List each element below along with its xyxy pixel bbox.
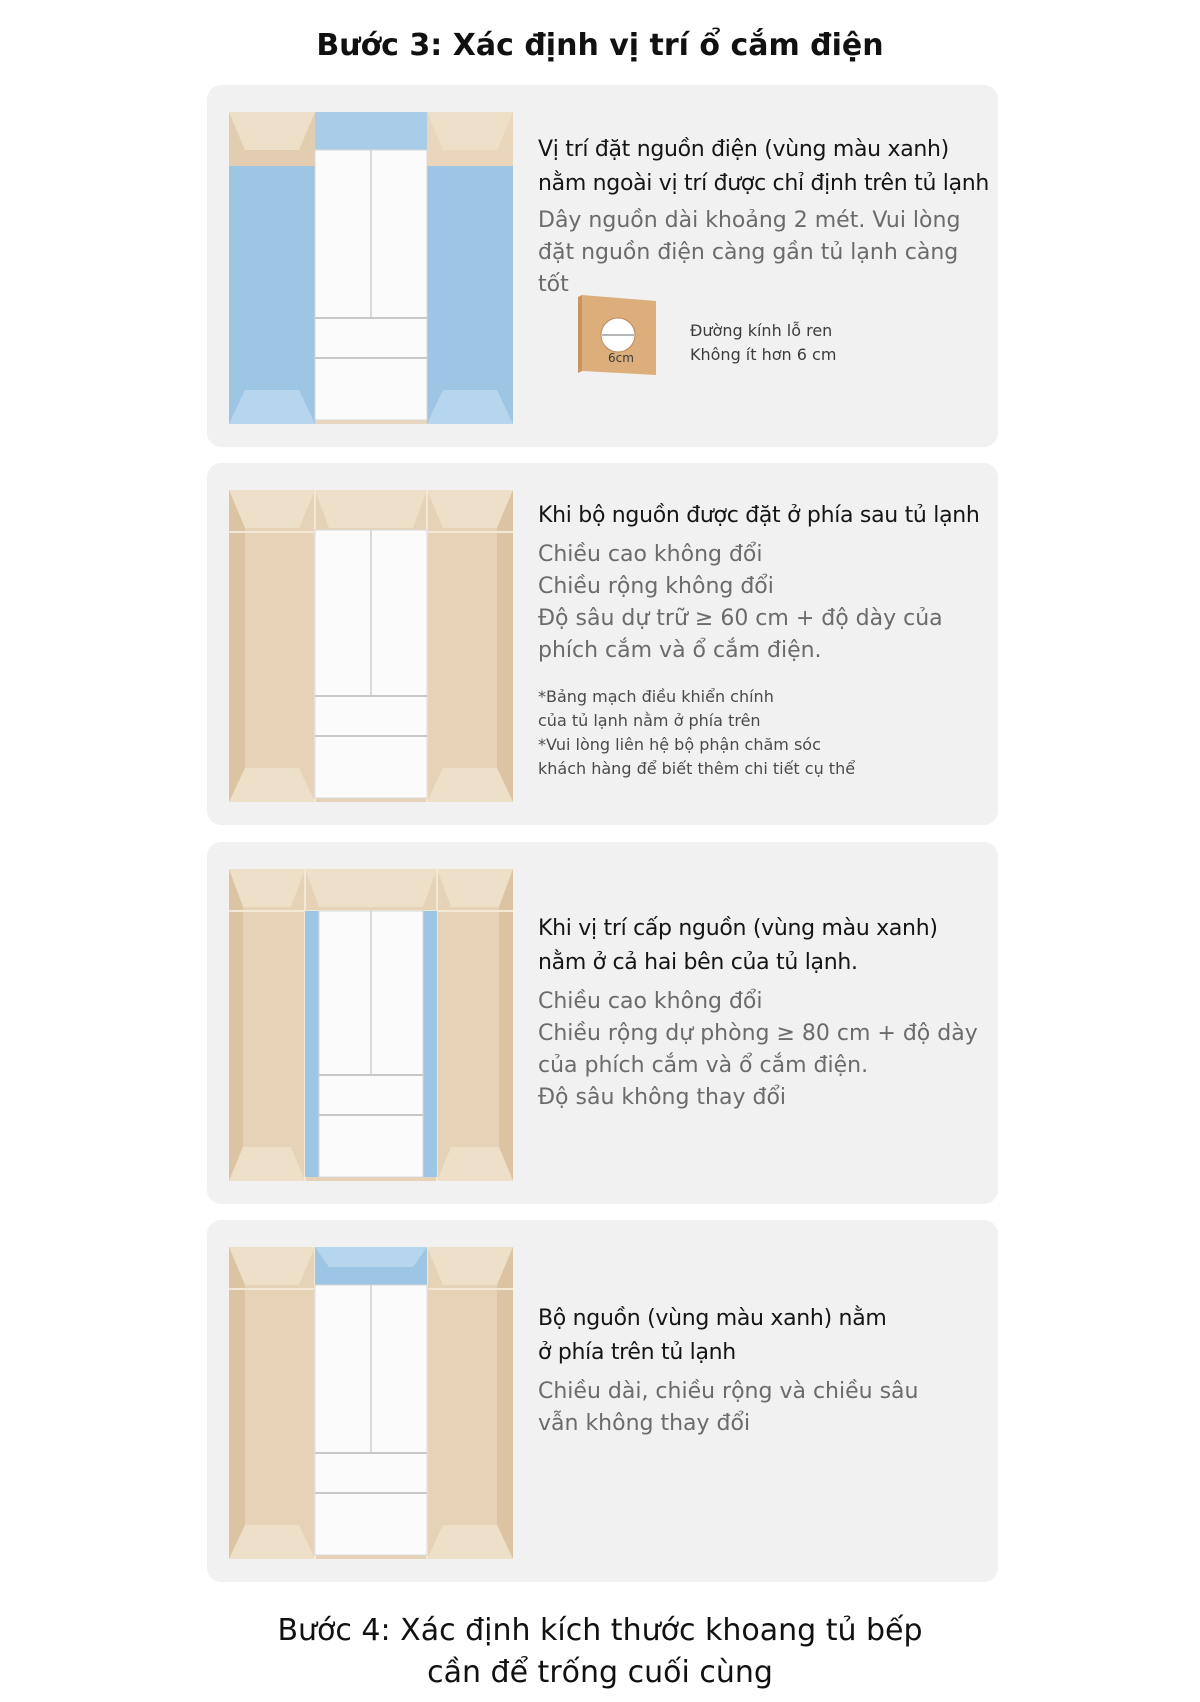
card-body [538, 986, 990, 1114]
hole-diameter-info [578, 295, 938, 385]
card-heading [538, 1302, 990, 1370]
note-line: *Bảng mạch điều khiển chính [538, 687, 774, 706]
card-power-outside [207, 85, 998, 447]
card-body [538, 1376, 990, 1440]
heading-line: Bộ nguồn (vùng màu xanh) nằm [538, 1306, 887, 1331]
card-heading [538, 133, 990, 201]
heading-line: Khi vị trí cấp nguồn (vùng màu xanh) [538, 916, 938, 941]
heading-line: ở phía trên tủ lạnh [538, 1340, 736, 1365]
hole-text [690, 319, 836, 367]
heading-line: Khi bộ nguồn được đặt ở phía sau tủ lạnh [538, 503, 980, 528]
card-text [538, 912, 990, 1114]
note-line: khách hàng để biết thêm chi tiết cụ thể [538, 759, 856, 778]
card-text [538, 1302, 990, 1440]
card-body [538, 205, 990, 301]
card-note [538, 685, 990, 781]
card-heading [538, 499, 990, 533]
hole-size-label: 6cm [608, 351, 634, 365]
heading-line: nằm ngoài vị trí được chỉ định trên tủ lạnh [538, 171, 990, 196]
heading-line: nằm ở cả hai bên của tủ lạnh. [538, 950, 858, 975]
step3-title: Bước 3: Xác định vị trí ổ cắm điện [316, 28, 884, 63]
card-power-top [207, 1220, 998, 1582]
body-line: Chiều rộng không đổi [538, 574, 774, 599]
card-heading [538, 912, 990, 980]
hole-text-line: Không ít hơn 6 cm [690, 345, 837, 364]
body-line: Độ sâu dự trữ ≥ 60 cm + độ dày của [538, 606, 943, 631]
card-body [538, 539, 990, 667]
illustration-side-power [229, 112, 513, 424]
illustration-top-power [229, 1247, 513, 1559]
card-power-behind [207, 463, 998, 825]
body-line: Dây nguồn dài khoảng 2 mét. Vui lòng [538, 208, 961, 233]
step4-title-line: cần để trống cuối cùng [427, 1655, 773, 1690]
body-line: Chiều dài, chiều rộng và chiều sâu [538, 1379, 919, 1404]
step4-title-line: Bước 4: Xác định kích thước khoang tủ bếp [277, 1613, 923, 1648]
hole-box-icon [578, 295, 658, 377]
body-line: phích cắm và ổ cắm điện. [538, 638, 822, 663]
body-line: vẫn không thay đổi [538, 1411, 751, 1436]
card-power-both-sides [207, 842, 998, 1204]
card-text [538, 133, 990, 301]
hole-text-line: Đường kính lỗ ren [690, 321, 833, 340]
step4-title [0, 1610, 1200, 1694]
body-line: Chiều cao không đổi [538, 989, 763, 1014]
note-line: *Vui lòng liên hệ bộ phận chăm sóc [538, 735, 821, 754]
card-text [538, 499, 990, 781]
illustration-rear-power [229, 490, 513, 802]
body-line: đặt nguồn điện càng gần tủ lạnh càng tốt [538, 240, 959, 297]
body-line: Chiều cao không đổi [538, 542, 763, 567]
body-line: Độ sâu không thay đổi [538, 1085, 787, 1110]
body-line: Chiều rộng dự phòng ≥ 80 cm + độ dày [538, 1021, 978, 1046]
note-line: của tủ lạnh nằm ở phía trên [538, 711, 761, 730]
illustration-both-sides-power [229, 869, 513, 1181]
body-line: của phích cắm và ổ cắm điện. [538, 1053, 869, 1078]
heading-line: Vị trí đặt nguồn điện (vùng màu xanh) [538, 137, 949, 162]
